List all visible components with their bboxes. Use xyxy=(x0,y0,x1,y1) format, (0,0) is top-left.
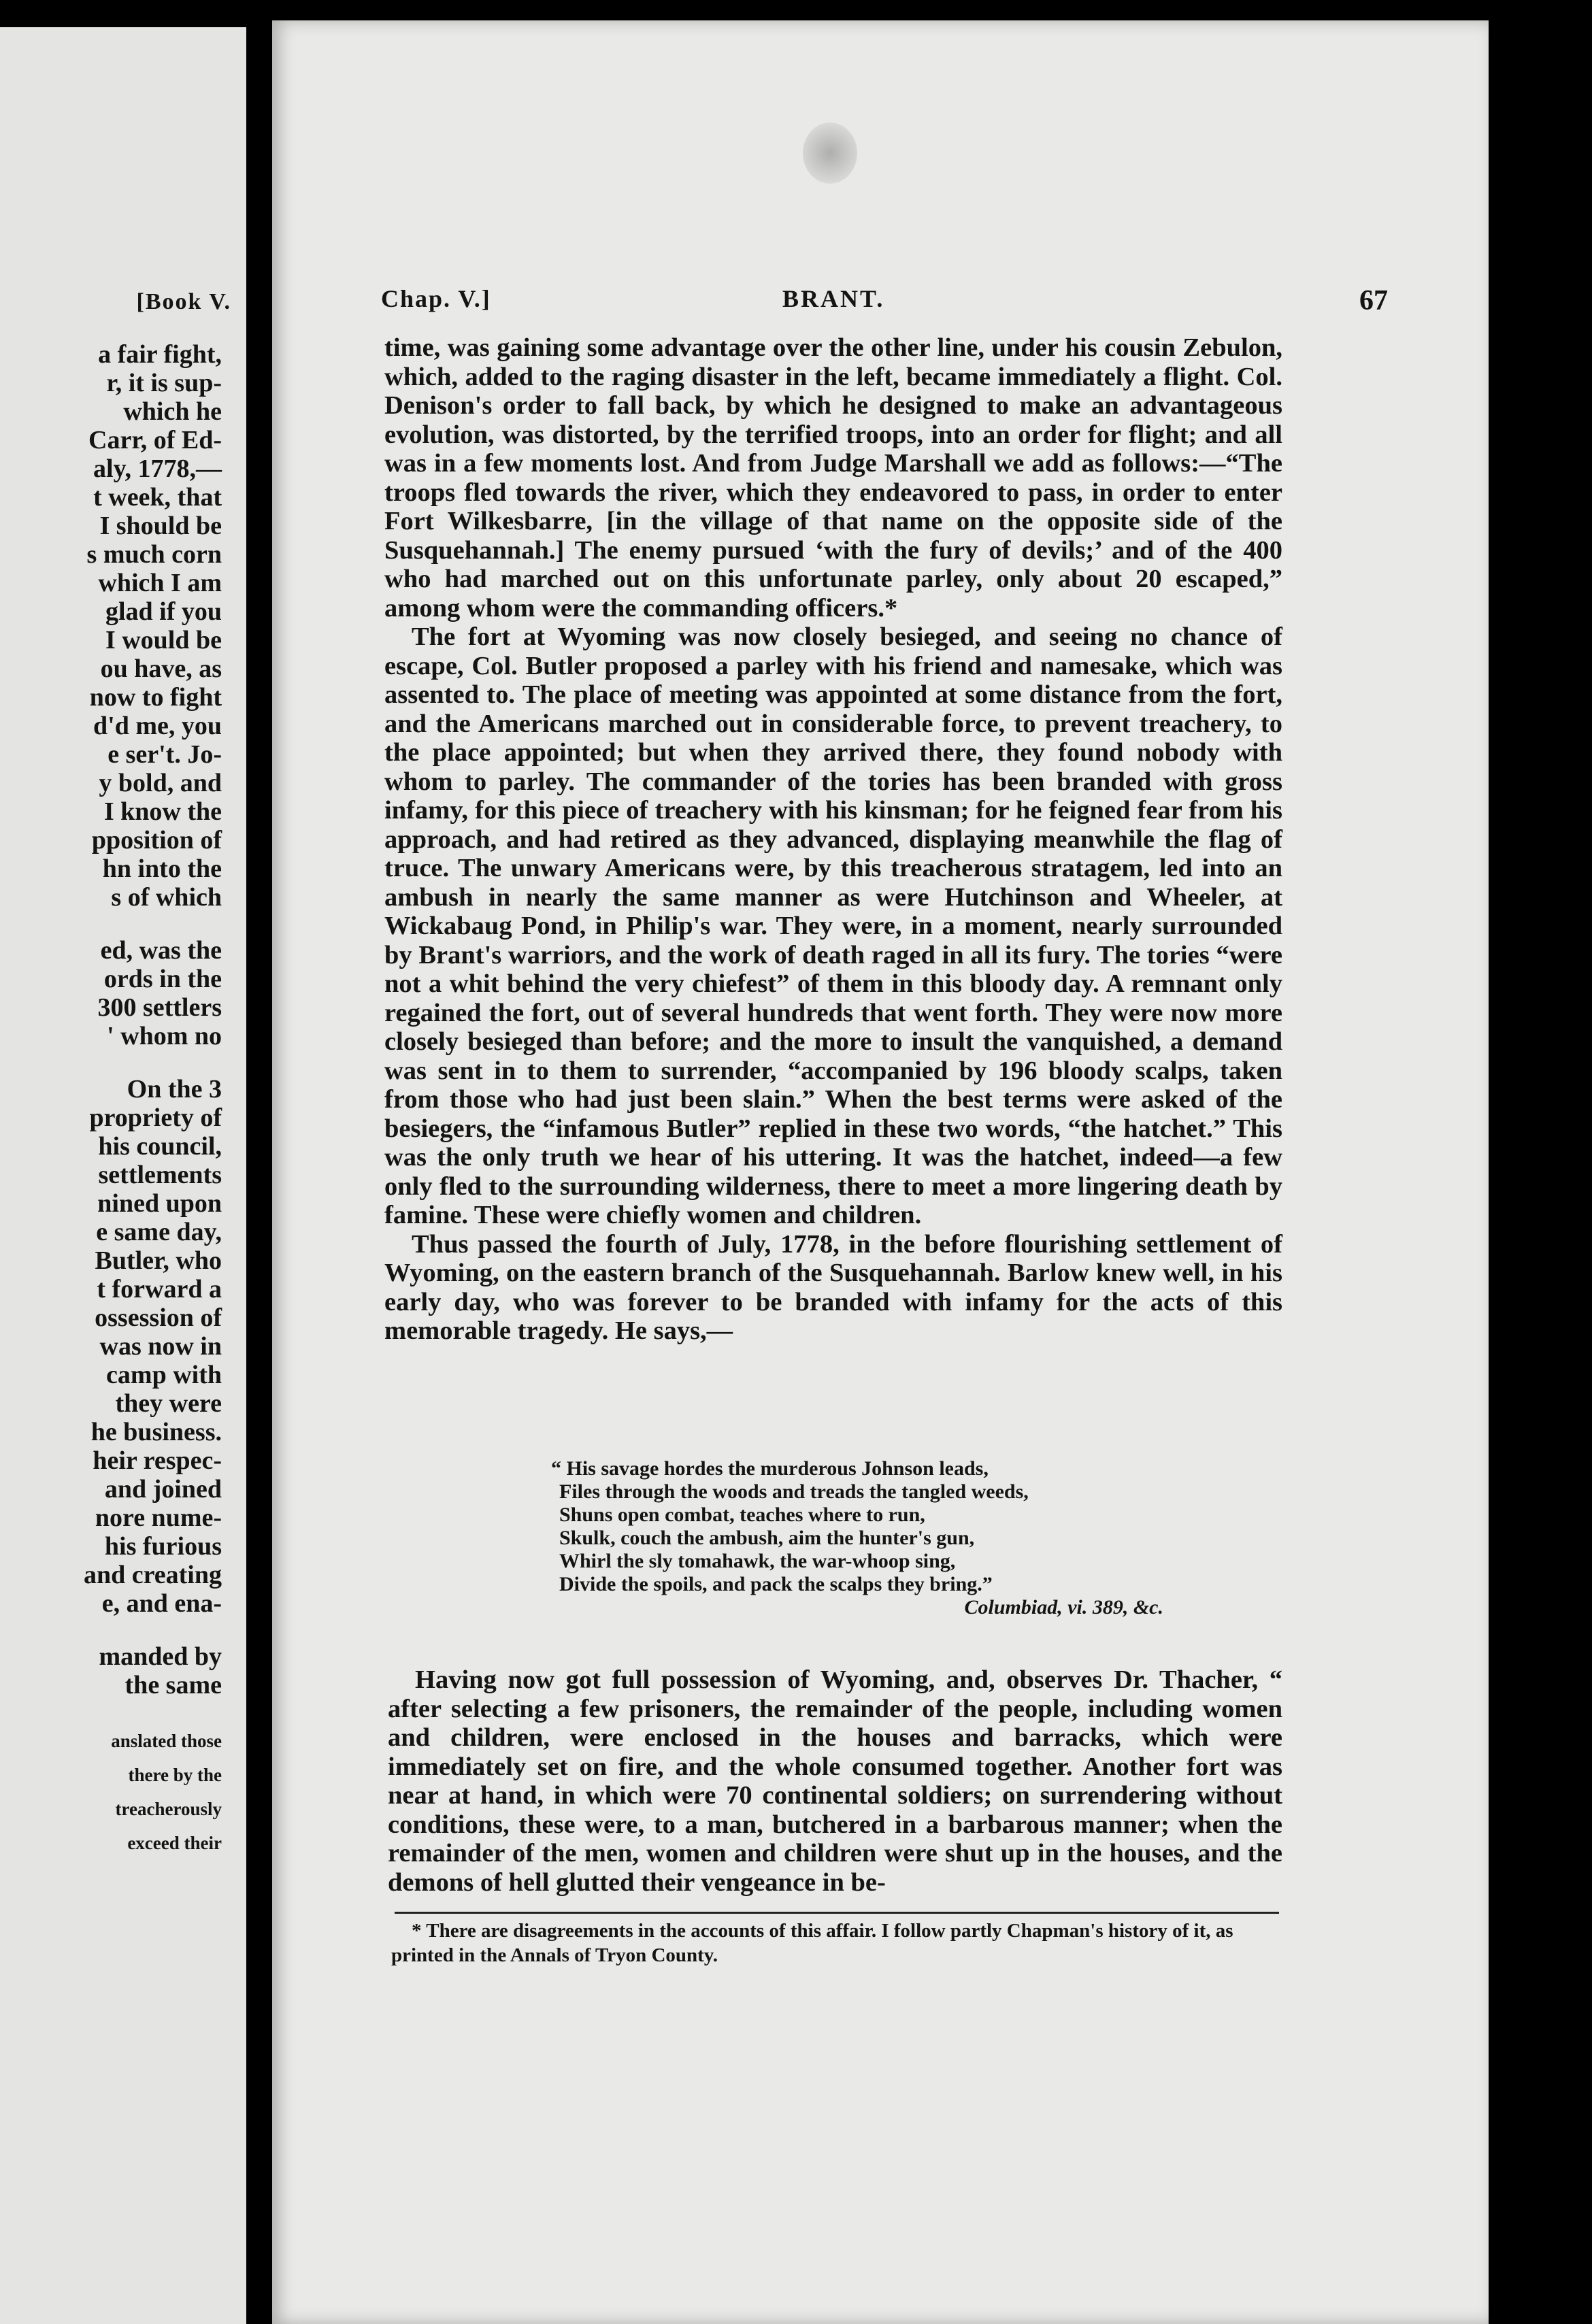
left-page-line: his council, xyxy=(98,1132,222,1161)
left-page-line: glad if you xyxy=(105,597,222,626)
left-page-line: nore nume- xyxy=(95,1504,222,1532)
left-page-line: y bold, and xyxy=(99,769,222,797)
closing-text xyxy=(388,1665,1282,1897)
poem-source: Columbiad, vi. 389, &c. xyxy=(964,1596,1163,1618)
poem-line: Shuns open combat, teaches where to run, xyxy=(559,1504,925,1526)
running-head xyxy=(381,284,1489,318)
left-page-line xyxy=(0,1618,222,1642)
left-page-line: 300 settlers xyxy=(97,993,222,1022)
poem-line: Whirl the sly tomahawk, the war-whoop sing, xyxy=(559,1550,956,1572)
left-page-line: hn into the xyxy=(102,854,222,883)
left-page-footnote-line: exceed their xyxy=(127,1833,222,1853)
poem-line: Divide the spoils, and pack the scalps they bring.” xyxy=(559,1573,993,1595)
left-page-line: and creating xyxy=(83,1561,222,1589)
paragraph: Thus passed the fourth of July, 1778, in the before flourishing settlement of Wyoming, on the eastern branch of the Susquehannah. Barlow knew well, in his early day, who was forever to be branded with infamy for the acts of this memorable tragedy. He says,— xyxy=(384,1229,1282,1345)
footnote-rule xyxy=(395,1912,1279,1914)
left-page-line xyxy=(0,912,222,936)
left-page-line: ' whom no xyxy=(107,1022,222,1050)
poem-quote xyxy=(551,1457,1163,1619)
left-page-line xyxy=(0,1050,222,1075)
left-page-line: settlements xyxy=(98,1161,222,1189)
left-page-line: ords in the xyxy=(103,965,222,993)
page-title: BRANT. xyxy=(782,285,885,312)
left-page-line: heir respec- xyxy=(93,1446,222,1475)
left-page-line: a fair fight, xyxy=(98,340,222,369)
left-page-line: e, and ena- xyxy=(101,1589,222,1618)
left-page-line: ou have, as xyxy=(100,654,222,683)
left-page-line: was now in xyxy=(99,1332,222,1361)
chapter-label: Chap. V.] xyxy=(381,285,491,312)
left-page-line: pposition of xyxy=(91,826,222,854)
left-page-line: his furious xyxy=(104,1532,222,1561)
paragraph: The fort at Wyoming was now closely besieged, and seeing no chance of escape, Col. Butler proposed a parley with his friend and namesake, which was assented to. The place of meeting was appointed at some distance from the fort, and the Americans marched out in considerable force, to prevent treachery, to the place appointed; but when they arrived there, they found nobody with whom to parley. The commander of the tories has been branded with gross infamy, for this piece of treachery with his kinsman; for he feigned fear from his approach, and had retired as they advanced, displaying meanwhile the flag of truce. The unwary Americans were, by this treacherous stratagem, led into an ambush in nearly the same manner as were Hutchinson and Wheeler, at Wickabaug Pond, in Philip's war. They were, in a moment, nearly surrounded by Brant's warriors, and the work of death raged in all its fury. The tories “were not a whit behind the very chiefest” of them in this bloody day. A remnant only regained the fort, out of several hundreds that went forth. They were now more closely besieged than before; and the more to insult the vanquished, a demand was sent in to them to surrender, “accompanied by 196 bloody scalps, taken from those who had just been slain.” When the best terms were asked of the besiegers, the “infamous Butler” replied in these two words, “the hatchet.” This was the only truth we hear of his uttering. It was the hatchet, indeed—a few only fled to the surrounding wilderness, there to meet a more lingering death by famine. These were chiefly women and children. xyxy=(384,622,1282,1229)
left-page-line: manded by xyxy=(99,1642,222,1671)
left-page-line: s of which xyxy=(111,883,222,912)
left-page-line: ossession of xyxy=(95,1304,222,1332)
left-page-line: which he xyxy=(123,397,222,426)
left-page-line: now to fight xyxy=(89,683,222,712)
left-page-line: Carr, of Ed- xyxy=(88,426,222,454)
left-page-line: t forward a xyxy=(97,1275,222,1304)
left-page-line: and joined xyxy=(104,1475,222,1504)
left-page-footnote-line: treacherously xyxy=(115,1799,222,1819)
left-page-line: propriety of xyxy=(89,1103,222,1132)
left-page-text xyxy=(0,340,222,1860)
left-page-spacer xyxy=(0,1699,222,1724)
left-page-line: he business. xyxy=(90,1418,222,1446)
left-page xyxy=(0,27,246,2324)
left-page-line: which I am xyxy=(98,569,222,597)
left-page-line: On the 3 xyxy=(127,1075,222,1103)
page-smudge xyxy=(803,122,857,184)
left-page-line: ed, was the xyxy=(100,936,222,965)
left-page-line: s much corn xyxy=(86,540,222,569)
page-number: 67 xyxy=(1359,285,1388,316)
left-page-line: Butler, who xyxy=(95,1246,222,1275)
left-page-line: t week, that xyxy=(93,483,222,512)
footnote: * There are disagreements in the accounts of this affair. I follow partly Chapman's history of it, as printed in the Annals of Tryon County. xyxy=(391,1920,1233,1966)
right-page xyxy=(272,20,1489,2324)
left-page-line: they were xyxy=(115,1389,222,1418)
poem-line: Files through the woods and treads the tangled weeds, xyxy=(559,1480,1029,1503)
left-page-line: I should be xyxy=(99,512,222,540)
left-page-footnote-line: there by the xyxy=(128,1765,222,1785)
left-page-line: e same day, xyxy=(96,1218,222,1246)
left-page-line: I would be xyxy=(105,626,222,654)
paragraph: Having now got full possession of Wyoming, and, observes Dr. Thacher, “ after selecting a few prisoners, the remainder of the people, including women and children, were enclosed in the houses and barracks, which were immediately set on fire, and the whole consumed together. Another fort was near at hand, in which were 70 continental soldiers; on surrendering without conditions, these were, to a man, butchered in a barbarous manner; when the remainder of the men, women and children were shut up in the houses, and the demons of hell glutted their vengeance in be- xyxy=(388,1665,1282,1897)
left-page-line: aly, 1778,— xyxy=(93,454,222,483)
left-page-header: [Book V. xyxy=(136,289,231,314)
left-page-line: I know the xyxy=(103,797,222,826)
left-page-footnote-line: anslated those xyxy=(111,1731,222,1751)
left-page-line: camp with xyxy=(106,1361,222,1389)
paragraph: time, was gaining some advantage over the other line, under his cousin Zebulon, which, added to the raging disaster in the left, became immediately a flight. Col. Denison's order to fall back, by which he designed to make an advantageous evolution, was distorted, by the terrified troops, into an order for flight; and all was in a few moments lost. And from Judge Marshall we add as follows:—“The troops fled towards the river, which they endeavored to pass, in order to enter Fort Wilkesbarre, [in the village of that name on the opposite side of the Susquehannah.] The enemy pursued ‘with the fury of devils;’ and of the 400 who had marched out on this unfortunate parley, only about 20 escaped,” among whom were the commanding officers.* xyxy=(384,333,1282,622)
left-page-line: the same xyxy=(125,1671,222,1699)
left-page-line: r, it is sup- xyxy=(106,369,222,397)
main-text xyxy=(384,333,1282,1346)
poem-line: Skulk, couch the ambush, aim the hunter's gun, xyxy=(559,1527,975,1549)
poem-line: “ His savage hordes the murderous Johnson leads, xyxy=(551,1457,989,1480)
left-page-line: nined upon xyxy=(97,1189,222,1218)
left-page-line: e ser't. Jo- xyxy=(107,740,222,769)
left-page-line: d'd me, you xyxy=(93,712,222,740)
